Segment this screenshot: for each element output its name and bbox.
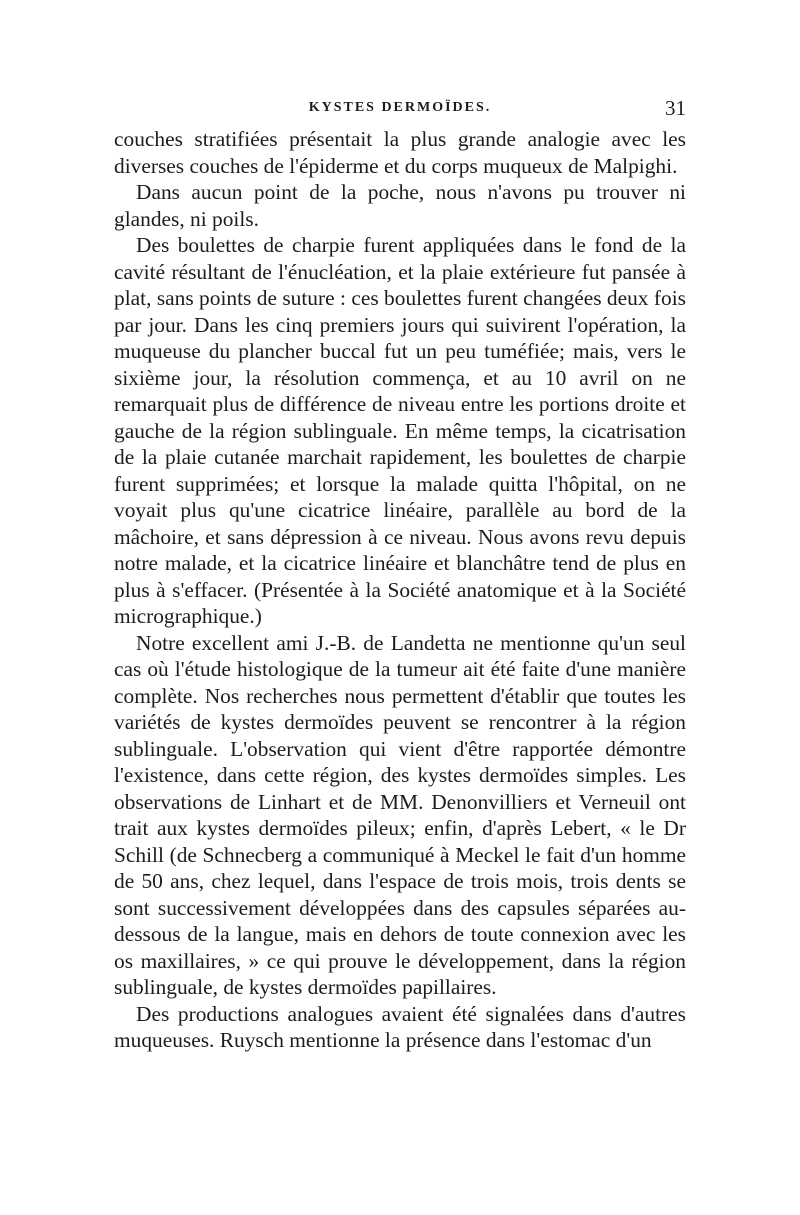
page-number: 31 [665, 96, 686, 120]
book-page [114, 96, 686, 1054]
paragraph-landetta: Notre excellent ami J.-B. de Landetta ne mentionne qu'un seul cas où l'étude histologique de la tumeur ait été faite d'une manière complète. Nos recherches nous permettent d'établir que toutes les variétés de kystes dermoïdes peuvent se rencontrer à la région sublinguale. L'observation qui vient d'être rapportée démontre l'existence, dans cette région, des kystes dermoïdes simples. Les observations de Linhart et de MM. Denonvilliers et Verneuil ont trait aux kystes dermoïdes pileux; enfin, d'après Lebert, « le Dr Schill (de Schnecberg a communiqué à Meckel le fait d'un homme de 50 ans, chez lequel, dans l'espace de trois mois, trois dents se sont successivement développées dans des capsules séparées au-dessous de la langue, mais en dehors de toute connexion avec les os maxillaires, » ce qui prouve le développement, dans la région sublinguale, de kystes dermoïdes papillaires. [114, 630, 686, 999]
paragraph-treatment: Des boulettes de charpie furent appliquées dans le fond de la cavité résultant de l'énucléation, et la plaie extérieure fut pansée à plat, sans points de suture : ces boulettes furent changées deux fois par jour. Dans les cinq premiers jours qui suivirent l'opération, la muqueuse du plancher buccal fut un peu tuméfiée; mais, vers le sixième jour, la résolution commença, et au 10 avril on ne remarquait plus de différence de niveau entre les portions droite et gauche de la région sublinguale. En même temps, la cicatrisation de la plaie cutanée marchait rapidement, les boulettes de charpie furent supprimées; et lorsque la malade quitta l'hôpital, on ne voyait plus qu'une cicatrice linéaire, parallèle au bord de la mâchoire, et sans dépression à ce niveau. Nous avons revu depuis notre malade, et la cicatrice linéaire et blanchâtre tend de plus en plus à s'effacer. (Présentée à la Société anatomique et à la Société micrographique.) [114, 233, 686, 628]
running-header [114, 96, 686, 120]
running-title: KYSTES DERMOÏDES. [308, 100, 492, 115]
body-text [114, 126, 686, 1054]
paragraph-analogous-productions: Des productions analogues avaient été signalées dans d'autres muqueuses. Ruysch mentionne la présence dans l'estomac d'un [114, 1001, 686, 1052]
paragraph-no-glands: Dans aucun point de la poche, nous n'avons pu trouver ni glandes, ni poils. [114, 180, 686, 231]
paragraph-continuation: couches stratifiées présentait la plus grande analogie avec les diverses couches de l'épiderme et du corps muqueux de Malpighi. [114, 127, 686, 178]
